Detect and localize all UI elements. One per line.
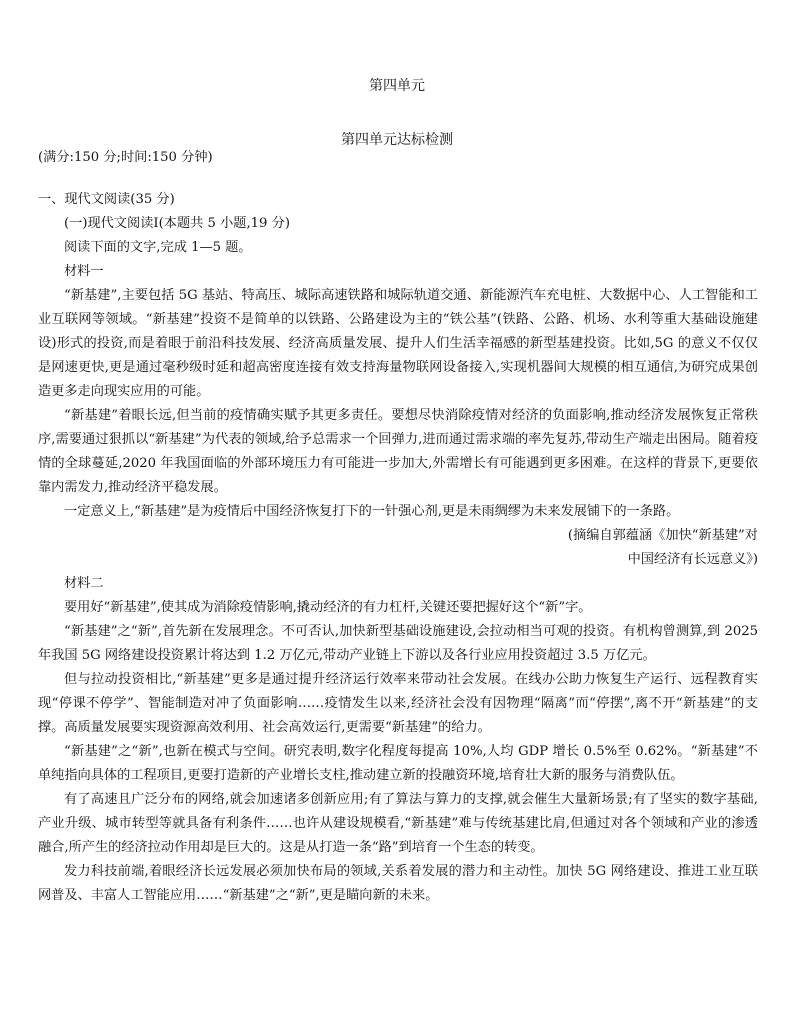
material-one-paragraph: “新基建”着眼长远,但当前的疫情确实赋予其更多责任。要想尽快消除疫情对经济的负面影响,推动经济发展恢复正常秩序,需要通过狠抓以“新基建”为代表的领域,给予总需求一个回弹力,进而通过需求端的率先复苏,带动生产端走出困局。随着疫情的全球蔓延,2020 年我国面临的外部环境压力有可能进一步加大,外需增长有可能遇到更多困难。在这样的背景下,更要依靠内需发力,推动经济平稳发展。 <box>38 408 758 495</box>
material-two-paragraph: 要用好“新基建”,使其成为消除疫情影响,撬动经济的有力杠杆,关键还要把握好这个“新”字。 <box>64 600 592 615</box>
material-two-label: 材料二 <box>64 576 104 591</box>
subsection-heading: (一)现代文阅读Ⅰ(本题共 5 小题,19 分) <box>64 216 290 231</box>
material-two-paragraph: 发力科技前端,着眼经济长远发展必须加快布局的领域,关系着发展的潜力和主动性。加快 5G 网络建设、推进工业互联网普及、丰富人工智能应用……“新基建”之“新”,更是瞄向新的未来。 <box>38 864 758 903</box>
material-one-source-line: (摘编自郭蕴涵《加快“新基建”对 <box>567 528 758 543</box>
material-one-label: 材料一 <box>64 264 104 279</box>
material-two-paragraph: 有了高速且广泛分布的网络,就会加速诸多创新应用;有了算法与算力的支撑,就会催生大量新场景;有了坚实的数字基础,产业升级、城市转型等就具备有利条件……也许从建设规模看,“新基建”难与传统基建比肩,但通过对各个领域和产业的渗透融合,所产生的经济拉动作用却是巨大的。这是从打造一条“路”到培育一个生态的转变。 <box>38 792 758 855</box>
score-time-meta: (满分:150 分;时间:150 分钟) <box>38 150 213 165</box>
material-one-source-line: 中国经济有长远意义》) <box>627 552 758 567</box>
test-title: 第四单元达标检测 <box>341 132 453 148</box>
document-body <box>38 146 758 908</box>
material-two-paragraph: “新基建”之“新”,也新在模式与空间。研究表明,数字化程度每提高 10%,人均 GDP 增长 0.5%至 0.62%。“新基建”不单纯指向具体的工程项目,更要打造新的产业增长支柱,推动建立新的投融资环境,培育壮大新的服务与消费队伍。 <box>38 744 758 783</box>
material-two-paragraph: “新基建”之“新”,首先新在发展理念。不可否认,加快新型基础设施建设,会拉动相当可观的投资。有机构曾测算,到 2025 年我国 5G 网络建设投资累计将达到 1.2 万亿元,带动产业链上下游以及各行业应用投资超过 3.5 万亿元。 <box>38 624 758 663</box>
reading-instruction: 阅读下面的文字,完成 1—5 题。 <box>64 240 252 255</box>
section-heading: 一、现代文阅读(35 分) <box>38 192 175 207</box>
material-two-paragraph: 但与拉动投资相比,“新基建”更多是通过提升经济运行效率来带动社会发展。在线办公助力恢复生产运行、远程教育实现“停课不停学”、智能制造对冲了负面影响……疫情发生以来,经济社会没有因物理“隔离”而“停摆”,离不开“新基建”的支撑。高质量发展要实现资源高效利用、社会高效运行,更需要“新基建”的给力。 <box>38 672 758 735</box>
material-one-paragraph: 一定意义上,“新基建”是为疫情后中国经济恢复打下的一针强心剂,更是未雨绸缪为未来发展铺下的一条路。 <box>64 504 680 519</box>
unit-title: 第四单元 <box>369 78 425 94</box>
material-one-paragraph: “新基建”,主要包括 5G 基站、特高压、城际高速铁路和城际轨道交通、新能源汽车充电桩、大数据中心、人工智能和工业互联网等领域。“新基建”投资不是简单的以铁路、公路建设为主的“铁公基”(铁路、公路、机场、水利等重大基础设施建设)形式的投资,而是着眼于前沿科技发展、经济高质量发展、提升人们生活幸福感的新型基建投资。比如,5G 的意义不仅仅是网速更快,更是通过毫秒级时延和超高密度连接有效支持海量物联网设备接入,实现机器间大规模的相互通信,为研究成果创造更多走向现实应用的可能。 <box>38 288 758 399</box>
